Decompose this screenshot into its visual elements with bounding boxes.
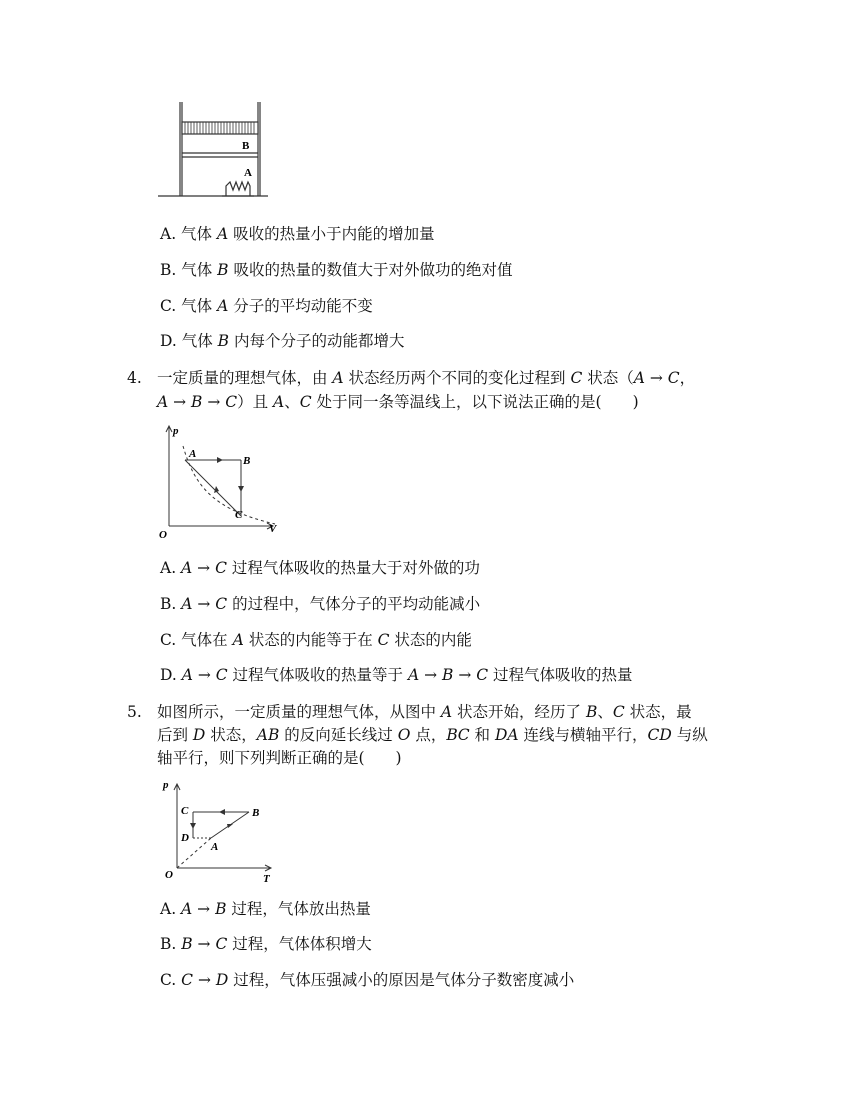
- label-b: B: [242, 140, 250, 152]
- point-b: B: [243, 455, 251, 467]
- q3-option-b: B. 气体 𝐵 吸收的热量的数值大于对外做功的绝对值: [160, 261, 513, 279]
- q3-option-d: D. 气体 𝐵 内每个分子的动能都增大: [160, 332, 405, 350]
- point-d: D: [181, 832, 189, 844]
- q4-stem-line1: 一定质量的理想气体，由 𝐴 状态经历两个不同的变化过程到 𝐶 状态（𝐴 → 𝐶，: [157, 369, 696, 387]
- origin-o: O: [159, 529, 167, 540]
- q3-option-c: C. 气体 𝐴 分子的平均动能不变: [160, 297, 373, 315]
- q4-option-b: B. 𝐴 → 𝐶 的过程中，气体分子的平均动能减小: [160, 595, 481, 613]
- point-b: B: [252, 807, 260, 819]
- q4-stem-line2: 𝐴 → 𝐵 → 𝐶）且 𝐴、𝐶 处于同一条等温线上，以下说法正确的是( ): [157, 393, 639, 411]
- pv-diagram: [155, 420, 285, 540]
- axis-p: p: [173, 425, 179, 437]
- point-c: C: [235, 509, 243, 521]
- origin-o: O: [165, 869, 173, 881]
- q5-stem-line2: 后到 𝐷 状态，𝐴𝐵 的反向延长线过 𝑂 点，𝐵𝐶 和 𝐷𝐴 连线与横轴平行，𝐶𝐷 与纵: [157, 726, 708, 744]
- q5-option-b: B. 𝐵 → 𝐶 过程，气体体积增大: [160, 935, 372, 953]
- q3-option-a: A. 气体 𝐴 吸收的热量小于内能的增加量: [160, 225, 435, 243]
- pt-diagram: [155, 774, 280, 884]
- q5-stem-line1: 如图所示，一定质量的理想气体，从图中 𝐴 状态开始，经历了 𝐵、𝐶 状态，最: [157, 703, 692, 721]
- cylinder-figure: [158, 98, 268, 208]
- point-a: A: [189, 448, 197, 460]
- axis-t: T: [263, 873, 270, 884]
- q5-option-c: C. 𝐶 → 𝐷 过程，气体压强减小的原因是气体分子数密度减小: [160, 971, 575, 989]
- point-c: C: [181, 805, 189, 817]
- point-a: A: [211, 841, 219, 853]
- q4-option-c: C. 气体在 𝐴 状态的内能等于在 𝐶 状态的内能: [160, 631, 472, 649]
- q5-number: 5.: [127, 703, 142, 721]
- q4-option-a: A. 𝐴 → 𝐶 过程气体吸收的热量大于对外做的功: [160, 559, 480, 577]
- axis-v: V: [269, 523, 277, 535]
- q5-option-a: A. 𝐴 → 𝐵 过程，气体放出热量: [160, 900, 371, 918]
- q4-option-d: D. 𝐴 → 𝐶 过程气体吸收的热量等于 𝐴 → 𝐵 → 𝐶 过程气体吸收的热量: [160, 666, 633, 684]
- axis-p: p: [163, 779, 169, 791]
- label-a: A: [244, 167, 252, 179]
- q4-number: 4.: [127, 369, 142, 387]
- q5-stem-line3: 轴平行，则下列判断正确的是( ): [157, 749, 402, 767]
